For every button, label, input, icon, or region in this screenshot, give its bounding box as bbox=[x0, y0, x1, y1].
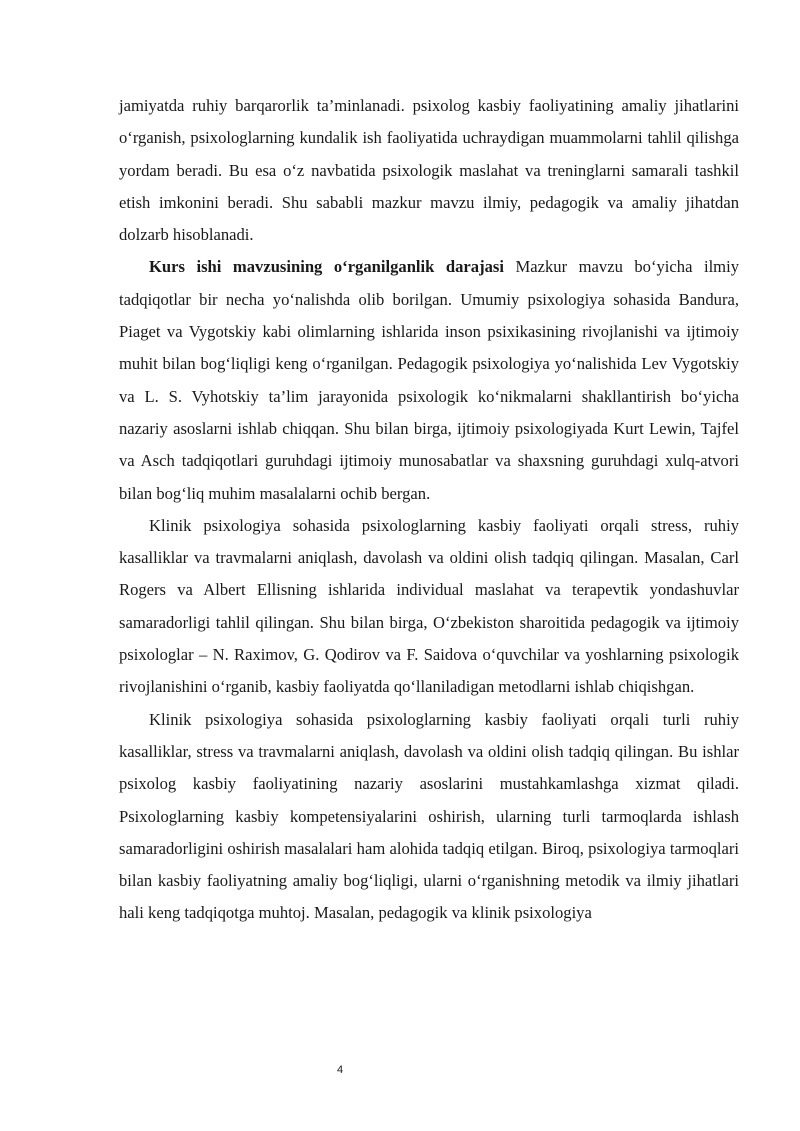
paragraph-4-text: Klinik psixologiya sohasida psixologlarning kasbiy faoliyati orqali turli ruhiy kasalliklar, stress va travmalarni aniqlash, davolash va oldini olish tadqiq qilingan. Bu ishlar psixolog kasbiy faoliyatining nazariy asoslarini mustahkamlashga xizmat qiladi. Psixologlarning kasbiy kompetensiyalarini oshirish, ularning turli tarmoqlarda ishlash samaradorligini oshirish masalalari ham alohida tadqiq etilgan. Biroq, psixologiya tarmoqlari bilan kasbiy faoliyatning amaliy bog‘liqligi, ularni o‘rganishning metodik va ilmiy jihatlari hali keng tadqiqotga muhtoj. Masalan, pedagogik va klinik psixologiya bbox=[119, 709, 739, 923]
paragraph-1-text: jamiyatda ruhiy barqarorlik ta’minlanadi. psixolog kasbiy faoliyatining amaliy jihatlarini o‘rganish, psixologlarning kundalik ish faoliyatida uchraydigan muammolarni tahlil qilishga yordam beradi. Bu esa o‘z navbatida psixologik maslahat va treninglarni samarali tashkil etish imkonini beradi. Shu sababli mazkur mavzu ilmiy, pedagogik va amaliy jihatdan dolzarb hisoblanadi. bbox=[119, 96, 739, 245]
paragraph-3 bbox=[119, 510, 739, 704]
section-heading-study-level: Kurs ishi mavzusining o‘rganilganlik darajasi bbox=[149, 257, 504, 277]
body-text bbox=[119, 90, 739, 930]
page-number: 4 bbox=[336, 1064, 344, 1076]
paragraph-4 bbox=[119, 704, 739, 930]
paragraph-2-text: Mazkur mavzu bo‘yicha ilmiy tadqiqotlar bir necha yo‘nalishda olib borilgan. Umumiy psixologiya sohasida Bandura, Piaget va Vygotskiy kabi olimlarning ishlarida inson psixikasining rivojlanishi va ijtimoiy muhit bilan bog‘liqligi keng o‘rganilgan. Pedagogik psixologiya yo‘nalishida Lev Vygotskiy va L. S. Vyhotskiy ta’lim jarayonida psixologik ko‘nikmalarni shakllantirish bo‘yicha nazariy asoslarni ishlab chiqqan. Shu bilan birga, ijtimoiy psixologiyada Kurt Lewin, Tajfel va Asch tadqiqotlari guruhdagi ijtimoiy munosabatlar va shaxsning guruhdagi xulq-atvori bilan bog‘liq muhim masalalarni ochib bergan. bbox=[119, 257, 739, 503]
paragraph-1 bbox=[119, 90, 739, 251]
paragraph-2 bbox=[119, 251, 739, 509]
paragraph-3-text: Klinik psixologiya sohasida psixologlarning kasbiy faoliyati orqali stress, ruhiy kasalliklar va travmalarni aniqlash, davolash va oldini olish tadqiq qilingan. Masalan, Carl Rogers va Albert Ellisning ishlarida individual maslahat va terapevtik yondashuvlar samaradorligi tahlil qilingan. Shu bilan birga, O‘zbekiston sharoitida pedagogik va ijtimoiy psixologlar – N. Raximov, G. Qodirov va F. Saidova o‘quvchilar va yoshlarning psixologik rivojlanishini o‘rganib, kasbiy faoliyatda qo‘llaniladigan metodlarni ishlab chiqishgan. bbox=[119, 515, 739, 697]
